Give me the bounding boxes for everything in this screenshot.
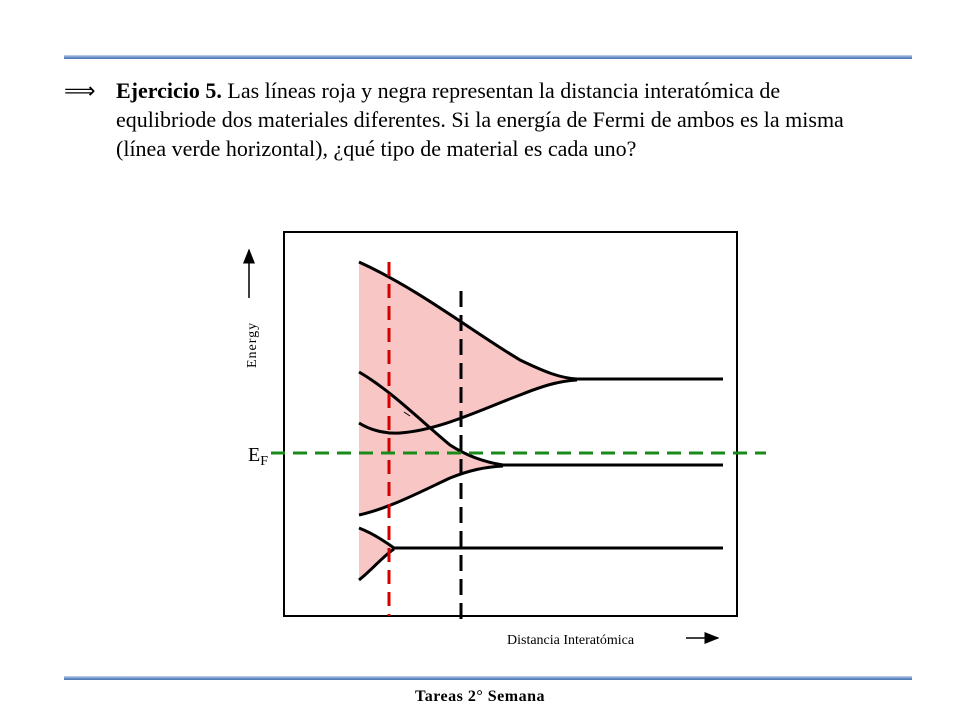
exercise-title: Ejercicio 5. xyxy=(116,78,222,103)
fermi-label-main: E xyxy=(248,444,261,466)
plot-frame xyxy=(284,232,737,616)
footer-text: Tareas 2° Semana xyxy=(415,688,545,705)
lower-band-top-edge xyxy=(359,528,723,548)
y-axis-label: Energy xyxy=(245,321,260,368)
fermi-label-subscript: F xyxy=(260,454,269,469)
exercise-body: Las líneas roja y negra representan la distancia interatómica de equlibriode dos materiales diferentes. Si la energía de Fermi de ambos es la misma (línea verde horizontal), ¿qué tipo de material es cada uno? xyxy=(116,78,844,161)
fermi-label xyxy=(248,444,268,469)
bottom-divider xyxy=(64,676,912,680)
implies-arrow-icon: ⟹ xyxy=(64,79,96,104)
x-axis-label: Distancia Interatómica xyxy=(507,633,635,648)
